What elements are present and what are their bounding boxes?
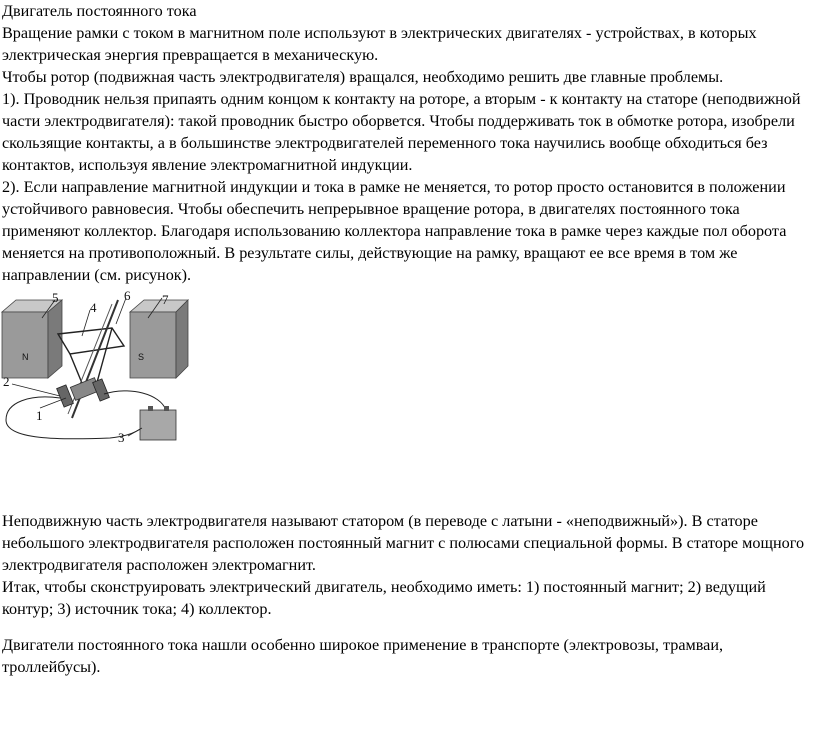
- article-conclusion: [2, 634, 816, 678]
- magnet-south: [130, 300, 188, 378]
- figure-label-5: 5: [52, 290, 59, 305]
- article-title: Двигатель постоянного тока: [2, 2, 197, 20]
- paragraph-5: Неподвижную часть электродвигателя называют статором (в переводе с латыни - «неподвижный»). В статоре небольшого электродвигателя расположен постоянный магнит с полюсами специальной формы. В статоре мощного электродвигателя расположен электромагнит.: [2, 512, 805, 574]
- figure-label-3: 3: [118, 430, 125, 445]
- paragraph-3: 1). Проводник нельзя припаять одним концом к контакту на роторе, а вторым - к контакту на статоре (неподвижной части электродвигателя): такой проводник быстро оборвется. Чтобы поддерживать ток в обмотке ротора, изобрели скользящие контакты, а в большинстве электродвигателей переменного тока научились вообще обходиться без контактов, используя явление электромагнитной индукции.: [2, 90, 801, 174]
- dc-motor-figure: [0, 290, 190, 458]
- article-continued: [2, 510, 816, 620]
- pole-n-label: N: [22, 352, 29, 362]
- paragraph-2: Чтобы ротор (подвижная часть электродвигателя) вращался, необходимо решить две главные проблемы.: [2, 68, 724, 86]
- figure-label-4: 4: [90, 300, 97, 315]
- paragraph-7: Двигатели постоянного тока нашли особенно широкое применение в транспорте (электровозы, трамваи, троллейбусы).: [2, 636, 724, 676]
- figure-label-2: 2: [3, 374, 10, 389]
- article: [2, 0, 816, 286]
- pole-s-label: S: [138, 352, 145, 362]
- paragraph-1: Вращение рамки с током в магнитном поле используют в электрических двигателях - устройствах, в которых электрическая энергия превращается в механическую.: [2, 24, 757, 64]
- battery: [140, 406, 176, 440]
- paragraph-6: Итак, чтобы сконструировать электрический двигатель, необходимо иметь: 1) постоянный магнит; 2) ведущий контур; 3) источник тока; 4) коллектор.: [2, 578, 766, 618]
- figure-label-6: 6: [124, 290, 131, 303]
- paragraph-4: 2). Если направление магнитной индукции и тока в рамке не меняется, то ротор просто остановится в положении устойчивого равновесия. Чтобы обеспечить непрерывное вращение ротора, в двигателях постоянного тока применяют коллектор. Благодаря использованию коллектора направление тока в рамке через каждые пол оборота меняется на противоположный. В результате силы, действующие на рамку, вращают ее все время в том же направлении (см. рисунок).: [2, 178, 787, 284]
- magnet-north: [2, 300, 62, 378]
- figure-label-1: 1: [36, 408, 43, 423]
- figure-label-7: 7: [162, 292, 169, 307]
